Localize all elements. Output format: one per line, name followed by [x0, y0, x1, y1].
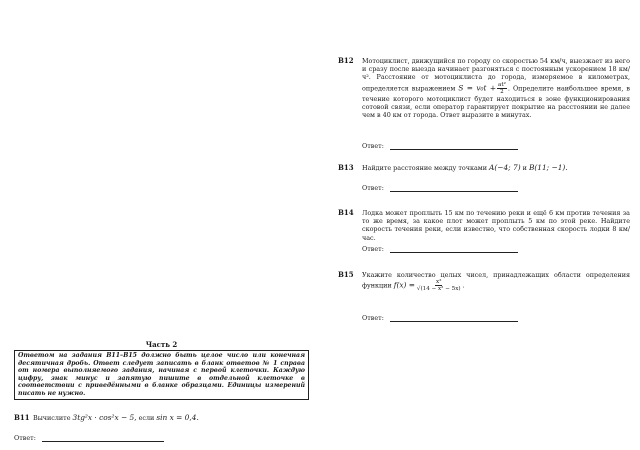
answer-b13: [362, 184, 518, 192]
task-text: и: [522, 164, 527, 172]
point-a: A(−4; 7): [489, 163, 521, 172]
task-b12: [338, 57, 630, 119]
task-text: Вычислите: [33, 414, 71, 422]
task-b15: [338, 271, 630, 292]
task-number: B11: [14, 413, 30, 422]
task-body: [33, 414, 314, 422]
answer-label: Ответ:: [14, 434, 36, 442]
task-b11: [14, 414, 314, 422]
task-b13: [338, 164, 630, 172]
answer-b12: [362, 142, 518, 150]
answer-line: [390, 245, 518, 253]
answer-b15: [362, 314, 518, 322]
part2-block: [14, 340, 309, 400]
task-b14: [338, 209, 630, 242]
task-text: если: [138, 414, 155, 422]
task-condition: sin x = 0,4.: [156, 413, 199, 422]
task-text: Укажите количество целых чисел, принадлежащих области определения функции: [362, 271, 630, 290]
answer-line: [390, 314, 518, 322]
fraction-denominator: √(14 − x² − 5x): [416, 286, 461, 293]
function-left: f(x) =: [393, 280, 415, 290]
task-number: B13: [338, 163, 354, 172]
answer-line: [390, 184, 518, 192]
task-expression: 3tg²x · cos²x − 5,: [72, 413, 137, 422]
answer-label: Ответ:: [362, 184, 384, 192]
part2-title: Часть 2: [145, 340, 178, 349]
task-text: Мотоциклист, движущийся по городу со скоростью 54 км/ч, выезжает из него и сразу после выезда начинает разгоняться с постоянным ускорением 18 км/ч². Расстояние от мотоциклиста до города, измеряемое в километрах, определяется выражением: [362, 57, 630, 93]
task-text: .: [462, 281, 465, 290]
fraction-numerator: x²: [436, 279, 442, 286]
answer-label: Ответ:: [362, 314, 384, 322]
formula-fraction: [497, 82, 507, 95]
task-text: Найдите расстояние между точками: [362, 164, 487, 172]
fraction-denominator: 2: [500, 88, 504, 95]
answer-b14: [362, 245, 518, 253]
task-text: . Определите наибольшее время, в течение которого мотоциклист будет находиться в зоне функционирования сотовой связи, если оператор гарантирует покрытие на расстоянии не далее чем в 40 км от города. Ответ выразите в минутах.: [362, 84, 630, 120]
formula-left: S = v₀t +: [458, 83, 497, 93]
task-number: B15: [338, 270, 354, 279]
answer-b11: [14, 434, 164, 442]
fraction-numerator: at²: [498, 81, 506, 88]
task-number: B12: [338, 56, 354, 65]
answer-label: Ответ:: [362, 142, 384, 150]
part2-instructions: Ответом на задания B11–B15 должно быть целое число или конечная десятичная дробь. Ответ следует записать в бланк ответов № 1 справа от номера выполняемого задания, начиная с первой клеточки. Каждую цифру, знак минус и запятую пишите в отдельной клеточке в соответствии с приведёнными в бланке образцами. Единицы измерений писать не нужно.: [14, 350, 309, 400]
point-b: B(11; −1).: [528, 163, 568, 172]
function-fraction: [416, 279, 462, 292]
task-body: [362, 271, 630, 292]
answer-label: Ответ:: [362, 245, 384, 253]
answer-line: [390, 142, 518, 150]
task-body: [362, 164, 630, 172]
answer-line: [42, 434, 164, 442]
task-number: B14: [338, 208, 354, 217]
task-body: [362, 57, 630, 119]
task-body: Лодка может проплыть 15 км по течению реки и ещё 6 км против течения за то же время, за какое плот может проплыть 5 км по этой реке. Найдите скорость течения реки, если известно, что собственная скорость лодки 8 км/час.: [362, 209, 630, 242]
